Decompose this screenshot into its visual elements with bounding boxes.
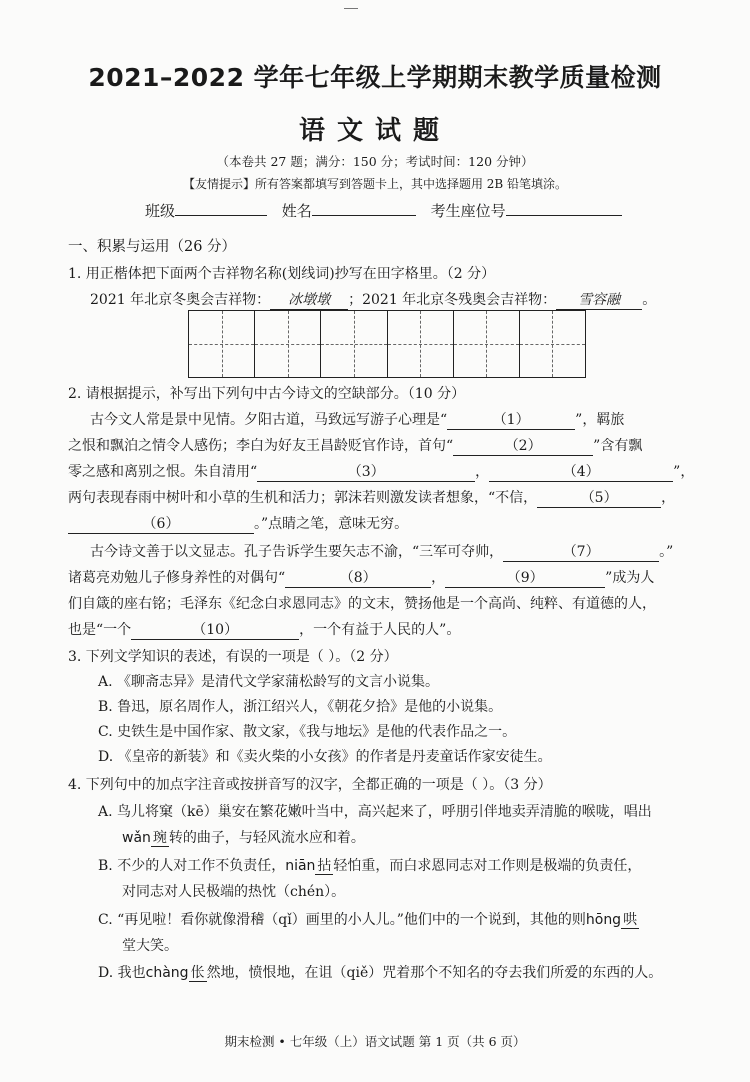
- seat-label: 考生座位号: [430, 202, 506, 220]
- page-footer: 期末检测 • 七年级（上）语文试题 第 1 页（共 6 页）: [224, 1034, 526, 1049]
- mascot-1: 冰墩墩: [270, 291, 348, 310]
- exam-info: （本卷共 27 题；满分：150 分；考试时间：120 分钟）: [216, 154, 534, 169]
- q4-option-c[interactable]: C. “再见啦！看你就像滑稽（qǐ）画里的小人儿。”他们中的一个说到，其他的则hōng 哄: [98, 912, 638, 928]
- grid-cell[interactable]: [388, 311, 454, 377]
- blank-8[interactable]: （8）: [285, 570, 431, 588]
- grid-cell[interactable]: [255, 311, 321, 377]
- q3-stem: 3. 下列文学知识的表述，有误的一项是（ ）。（2 分）: [68, 649, 398, 665]
- q4-stem: 4. 下列句中的加点字注音或按拼音写的汉字，全都正确的一项是（ ）。（3 分）: [68, 777, 552, 793]
- blank-10[interactable]: （10）: [131, 622, 299, 640]
- class-label: 班级: [145, 202, 176, 220]
- blank-1[interactable]: （1）: [447, 412, 575, 430]
- q1-line: 2021 年北京冬奥会吉祥物： 冰墩墩 ；2021 年北京冬残奥会吉祥物： 雪容融 。: [90, 292, 657, 308]
- emphasized-char: 琬: [152, 830, 167, 846]
- blank-3[interactable]: （3）: [257, 464, 475, 482]
- grid-cell[interactable]: [189, 311, 255, 377]
- q2-p2-l2: 诸葛亮劝勉儿子修身养性的对偶句“ （8） ， （9） ”成为人: [68, 570, 655, 586]
- name-field[interactable]: [312, 201, 416, 216]
- exam-title: 2021–2022 学年七年级上学期期末教学质量检测: [88, 63, 662, 92]
- blank-2[interactable]: （2）: [453, 438, 593, 456]
- mascot-2: 雪容融: [556, 291, 642, 310]
- blank-6[interactable]: （6）: [68, 516, 254, 534]
- blank-9[interactable]: （9）: [445, 570, 605, 588]
- q4-option-b-cont: 对同志对人民极端的热忱（chén）。: [122, 884, 346, 900]
- q4-option-b[interactable]: B. 不少的人对工作不负责任，niān 拈 轻怕重，而白求恩同志对工作则是极端的负责任，: [98, 858, 642, 874]
- section-title: 一、积累与运用（26 分）: [68, 239, 237, 255]
- q4-option-a-cont: wǎn 琬 转的曲子，与轻风流水应和着。: [122, 830, 365, 846]
- q4-option-a[interactable]: A. 鸟儿将窠（kē）巢安在繁花嫩叶当中，高兴起来了，呼朋引伴地卖弄清脆的喉咙，唱出: [98, 804, 652, 820]
- q4-option-d[interactable]: D. 我也chàng 伥 然地，愤恨地，在诅（qiě）咒着那个不知名的夺去我们所爱的东西的人。: [98, 965, 663, 981]
- q3-option-c[interactable]: C. 史铁生是中国作家、散文家，《我与地坛》是他的代表作品之一。: [98, 724, 517, 740]
- grid-cell[interactable]: [454, 311, 520, 377]
- seat-field[interactable]: [506, 201, 622, 216]
- class-field[interactable]: [175, 201, 267, 216]
- q2-p2-l1: 古今诗文善于以文显志。孔子告诉学生要矢志不渝，“三军可夺帅， （7） 。”: [90, 544, 674, 560]
- emphasized-char: 伥: [190, 965, 205, 981]
- q2-p2-l3: 们自箴的座右铭；毛泽东《纪念白求恩同志》的文末，赞扬他是一个高尚、纯粹、有道德的人，: [68, 596, 656, 612]
- blank-5[interactable]: （5）: [537, 490, 661, 508]
- friendly-tip: 【友情提示】所有答案都填写到答题卡上，其中选择题用 2B 铅笔填涂。: [182, 177, 568, 191]
- grid-cell[interactable]: [520, 311, 585, 377]
- scan-mark: [344, 8, 358, 9]
- name-label: 姓名: [281, 202, 312, 220]
- blank-7[interactable]: （7）: [503, 544, 659, 562]
- exam-subtitle: 语文试题: [298, 116, 451, 146]
- student-info-row: [145, 200, 622, 221]
- grid-cell[interactable]: [321, 311, 387, 377]
- q2-p1-l1: 古今文人常是景中见情。夕阳古道，马致远写游子心理是“ （1） ”，羁旅: [90, 412, 625, 428]
- q4-option-c-cont: 堂大笑。: [122, 938, 178, 954]
- q1-stem: 1. 用正楷体把下面两个吉祥物名称(划线词)抄写在田字格里。（2 分）: [68, 266, 496, 282]
- emphasized-char: 拈: [317, 858, 332, 874]
- q2-stem: 2. 请根据提示，补写出下列句中古今诗文的空缺部分。（10 分）: [68, 386, 466, 402]
- q2-p1-l2: 之恨和飘泊之情令人感伤；李白为好友王昌龄贬官作诗，首句“ （2） ”含有飘: [68, 438, 643, 454]
- q3-option-d[interactable]: D. 《皇帝的新装》和《卖火柴的小女孩》的作者是丹麦童话作家安徒生。: [98, 749, 552, 765]
- emphasized-char: 哄: [623, 912, 638, 928]
- q3-option-b[interactable]: B. 鲁迅，原名周作人，浙江绍兴人，《朝花夕拾》是他的小说集。: [98, 699, 503, 715]
- q2-p1-l4: 两句表现春雨中树叶和小草的生机和活力；郭沫若则激发读者想象，“不信， （5） ，: [68, 490, 676, 506]
- q2-p1-l3: 零之感和离别之恨。朱自清用“ （3） ， （4） ”，: [68, 464, 695, 480]
- q3-option-a[interactable]: A. 《聊斋志异》是清代文学家蒲松龄写的文言小说集。: [98, 674, 440, 690]
- tianzi-grid[interactable]: [188, 310, 586, 378]
- q2-p1-l5: （6） 。”点睛之笔，意味无穷。: [68, 515, 408, 534]
- q2-p2-l4: 也是“一个 （10） ，一个有益于人民的人”。: [68, 622, 461, 638]
- blank-4[interactable]: （4）: [489, 464, 673, 482]
